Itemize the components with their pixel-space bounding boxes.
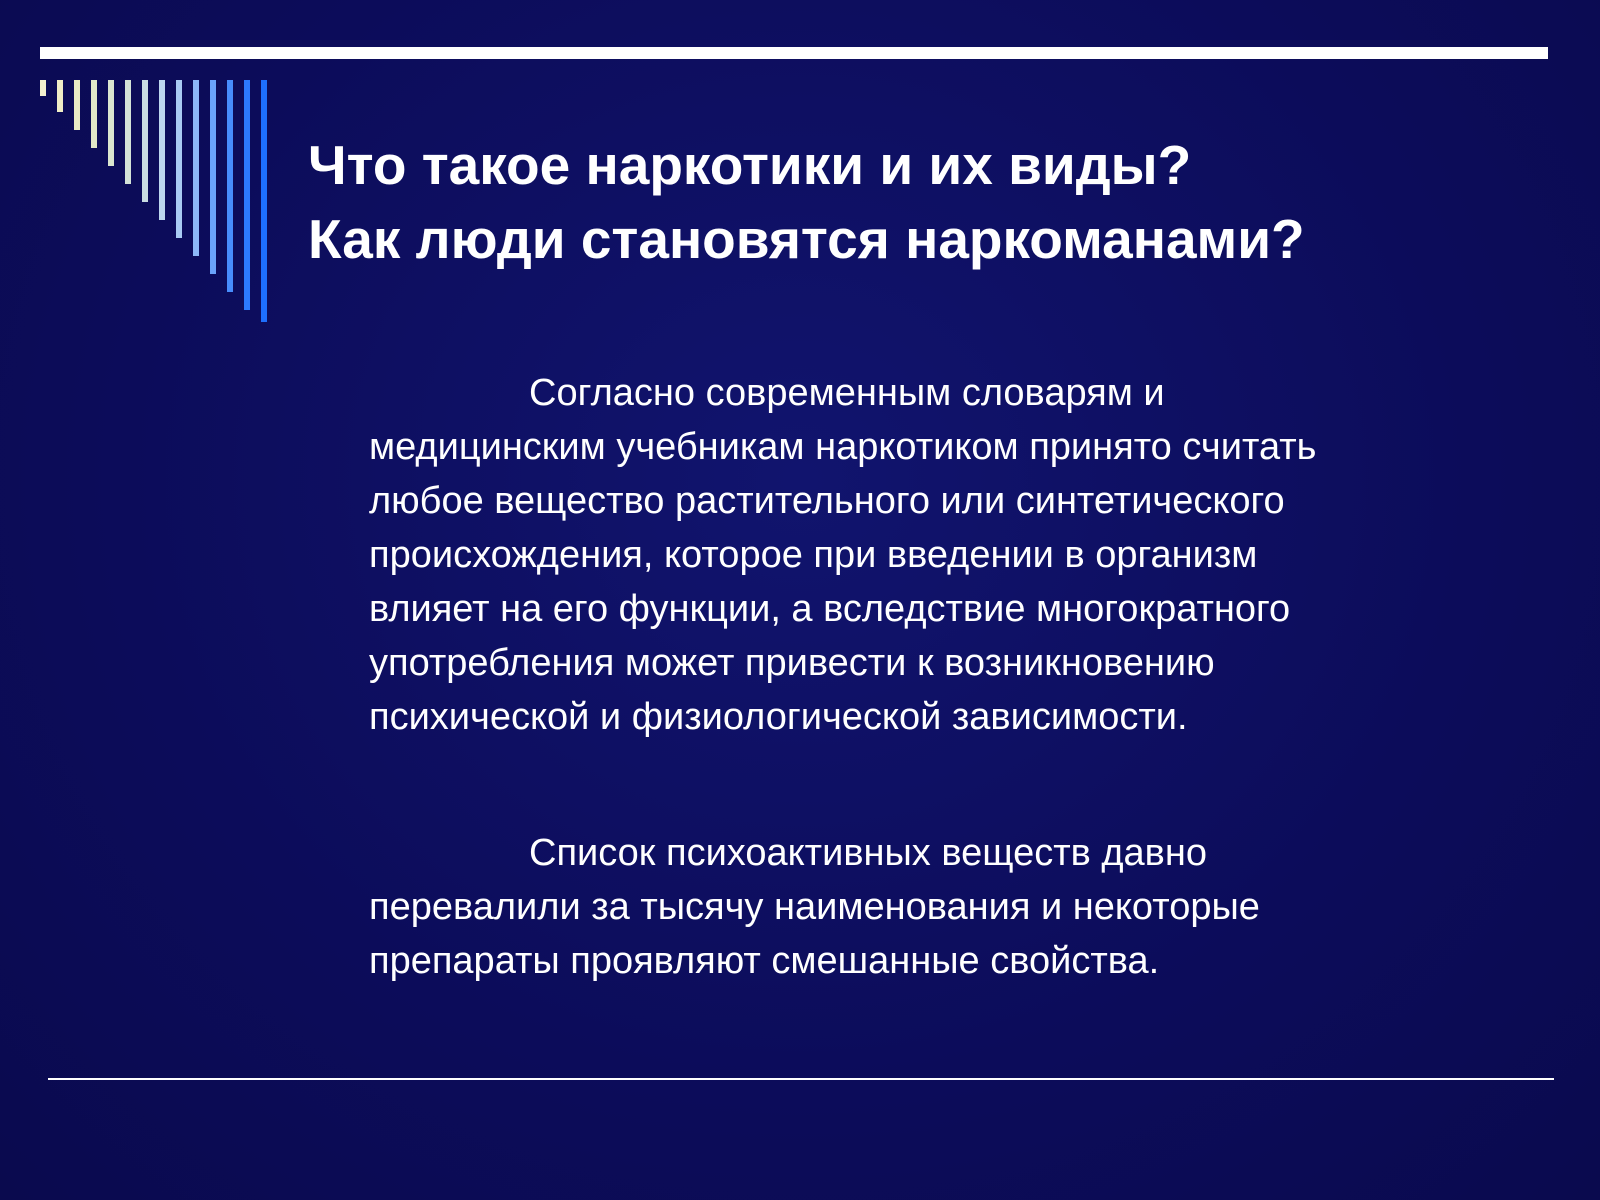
bottom-rule <box>48 1078 1554 1080</box>
slide-title <box>308 128 1568 276</box>
paragraph-line: влияет на его функции, а вследствие многократного <box>369 588 1291 630</box>
stripe <box>91 80 97 148</box>
paragraph-line: перевалили за тысячу наименования и некоторые <box>369 886 1260 928</box>
paragraph-definition <box>369 366 1569 744</box>
paragraph-line: Согласно современным словарям и <box>529 372 1165 414</box>
title-line: Что такое наркотики и их виды? <box>308 134 1192 196</box>
stripe <box>125 80 131 184</box>
paragraph-line: употребления может привести к возникновению <box>369 642 1215 684</box>
paragraph-line: медицинским учебникам наркотиком принято считать <box>369 426 1317 468</box>
stripe <box>193 80 199 256</box>
stripe <box>108 80 114 166</box>
paragraph-line: психической и физиологической зависимости. <box>369 696 1188 738</box>
stripe <box>57 80 63 112</box>
decorative-stripes <box>40 80 270 340</box>
title-line: Как люди становятся наркоманами? <box>308 208 1305 270</box>
paragraph-line: любое вещество растительного или синтетического <box>369 480 1285 522</box>
paragraph-list <box>369 826 1569 988</box>
stripe <box>261 80 267 322</box>
stripe <box>210 80 216 274</box>
stripe <box>176 80 182 238</box>
stripe <box>244 80 250 310</box>
stripe <box>159 80 165 220</box>
paragraph-line: происхождения, которое при введении в организм <box>369 534 1258 576</box>
stripe <box>142 80 148 202</box>
stripe <box>227 80 233 292</box>
stripe <box>74 80 80 130</box>
stripe <box>40 80 46 96</box>
paragraph-line: препараты проявляют смешанные свойства. <box>369 940 1160 982</box>
top-rule <box>40 47 1548 59</box>
paragraph-line: Список психоактивных веществ давно <box>529 832 1207 874</box>
